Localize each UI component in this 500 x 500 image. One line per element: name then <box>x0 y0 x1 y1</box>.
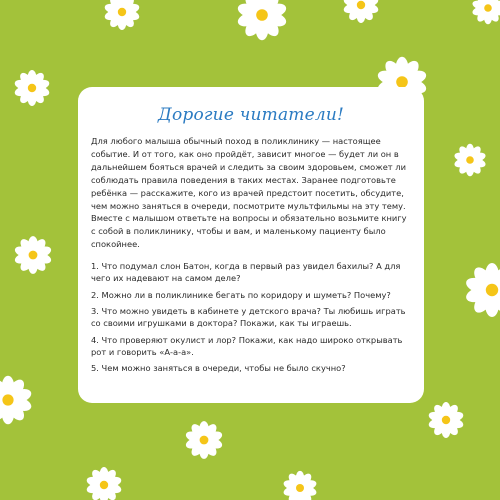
question-item: 2. Можно ли в поликлинике бегать по коридору и шуметь? Почему? <box>91 289 391 300</box>
question-list <box>91 260 411 374</box>
info-card <box>78 87 424 403</box>
daisy-icon <box>471 0 500 24</box>
question-item: 5. Чем можно заняться в очереди, чтобы не было скучно? <box>91 363 346 374</box>
question-item: 4. Что проверяют окулист и лор? Покажи, как надо широко открывать рот и говорить «А-а-а». <box>91 334 403 357</box>
question-item: 1. Что подумал слон Батон, когда в первый раз увидел бахилы? А для чего их надевают на самом деле? <box>91 261 401 284</box>
card-title: Дорогие читатели! <box>157 105 345 125</box>
intro-paragraph: Для любого малыша обычный поход в поликлинику — настоящее событие. И от того, как оно пройдёт, зависит многое — будет ли он в дальнейшем бояться врачей и следить за своим здоровьем, сможет ли соблюдать правила поведения в таких местах. Заранее подготовьте ребёнка — расскажите, кого из врачей предстоит посетить, обсудите, чем можно заняться в очереди, посмотрите мультфильмы на эту тему. Вместе с малышом ответьте на вопросы и обязательно возьмите книгу с собой в поликлинику, чтобы и вам, и маленькому пациенту было спокойнее. <box>91 136 407 250</box>
question-item: 3. Что можно увидеть в кабинете у детского врача? Ты любишь играть со своими игрушками в доктора? Покажи, как ты играешь. <box>91 306 406 329</box>
